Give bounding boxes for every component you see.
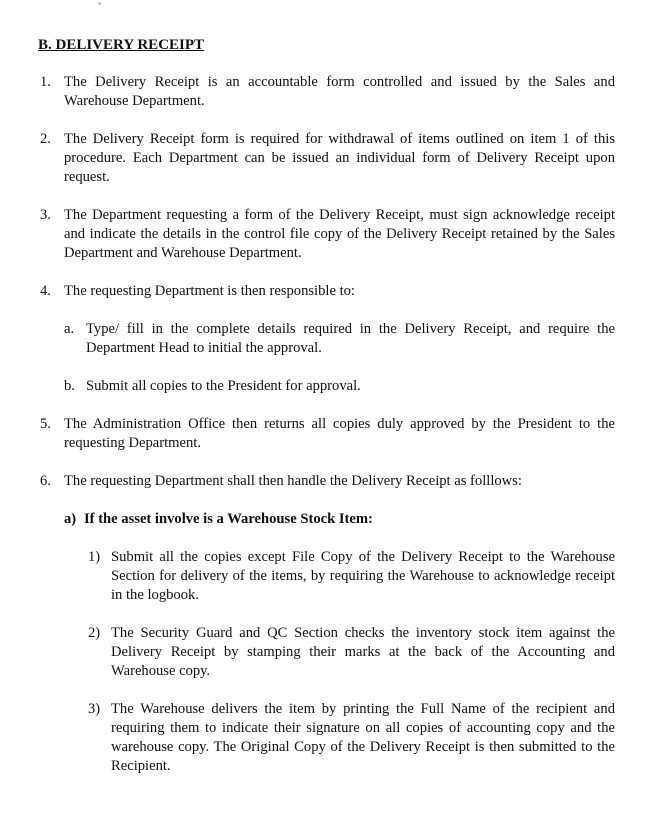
sub-item-letter: b.	[64, 378, 75, 394]
item-text: The Department requesting a form of the Delivery Receipt, must sign acknowledge receipt and indicate the details in the control file copy of the Delivery Receipt retained by the Sales Department and Warehouse Department.	[64, 207, 615, 261]
step-text: Submit all the copies except File Copy of the Delivery Receipt to the Warehouse Section for delivery of the items, by requiring the Warehouse to acknowledge receipt in the logbook.	[111, 549, 615, 603]
item-number: 5.	[40, 416, 51, 432]
sub-item-heading: If the asset involve is a Warehouse Stock Item:	[84, 511, 373, 527]
step-text: The Warehouse delivers the item by printing the Full Name of the recipient and requiring them to indicate their signature on all copies of accounting copy and the warehouse copy. The Original Copy of the Delivery Receipt is then submitted to the Recipient.	[111, 701, 615, 774]
item-number: 2.	[40, 131, 51, 147]
sub-item-text: Type/ fill in the complete details required in the Delivery Receipt, and require the Department Head to initial the approval.	[86, 321, 615, 356]
item-text: The requesting Department is then responsible to:	[64, 283, 355, 299]
sub-item-text: Submit all copies to the President for approval.	[86, 378, 361, 394]
item-number: 1.	[40, 74, 51, 90]
sub-item-letter: a)	[64, 511, 77, 527]
step-text: The Security Guard and QC Section checks the inventory stock item against the Delivery Receipt by stamping their marks at the back of the Accounting and Warehouse copy.	[111, 625, 615, 679]
item-number: 6.	[40, 473, 51, 489]
item-text: The Administration Office then returns all copies duly approved by the President to the requesting Department.	[64, 416, 615, 451]
step-number: 2)	[88, 625, 101, 641]
sub-item-letter: a.	[64, 321, 75, 337]
scan-speck	[98, 2, 101, 5]
item-text: The Delivery Receipt form is required for withdrawal of items outlined on item 1 of this procedure. Each Department can be issued an individual form of Delivery Receipt upon request.	[64, 131, 615, 185]
step-number: 3)	[88, 701, 101, 717]
item-text: The requesting Department shall then handle the Delivery Receipt as folllows:	[64, 473, 522, 489]
item-text: The Delivery Receipt is an accountable form controlled and issued by the Sales and Warehouse Department.	[64, 74, 615, 109]
section-heading: B. DELIVERY RECEIPT	[38, 37, 205, 53]
item-number: 3.	[40, 207, 51, 223]
step-number: 1)	[88, 549, 101, 565]
item-number: 4.	[40, 283, 51, 299]
